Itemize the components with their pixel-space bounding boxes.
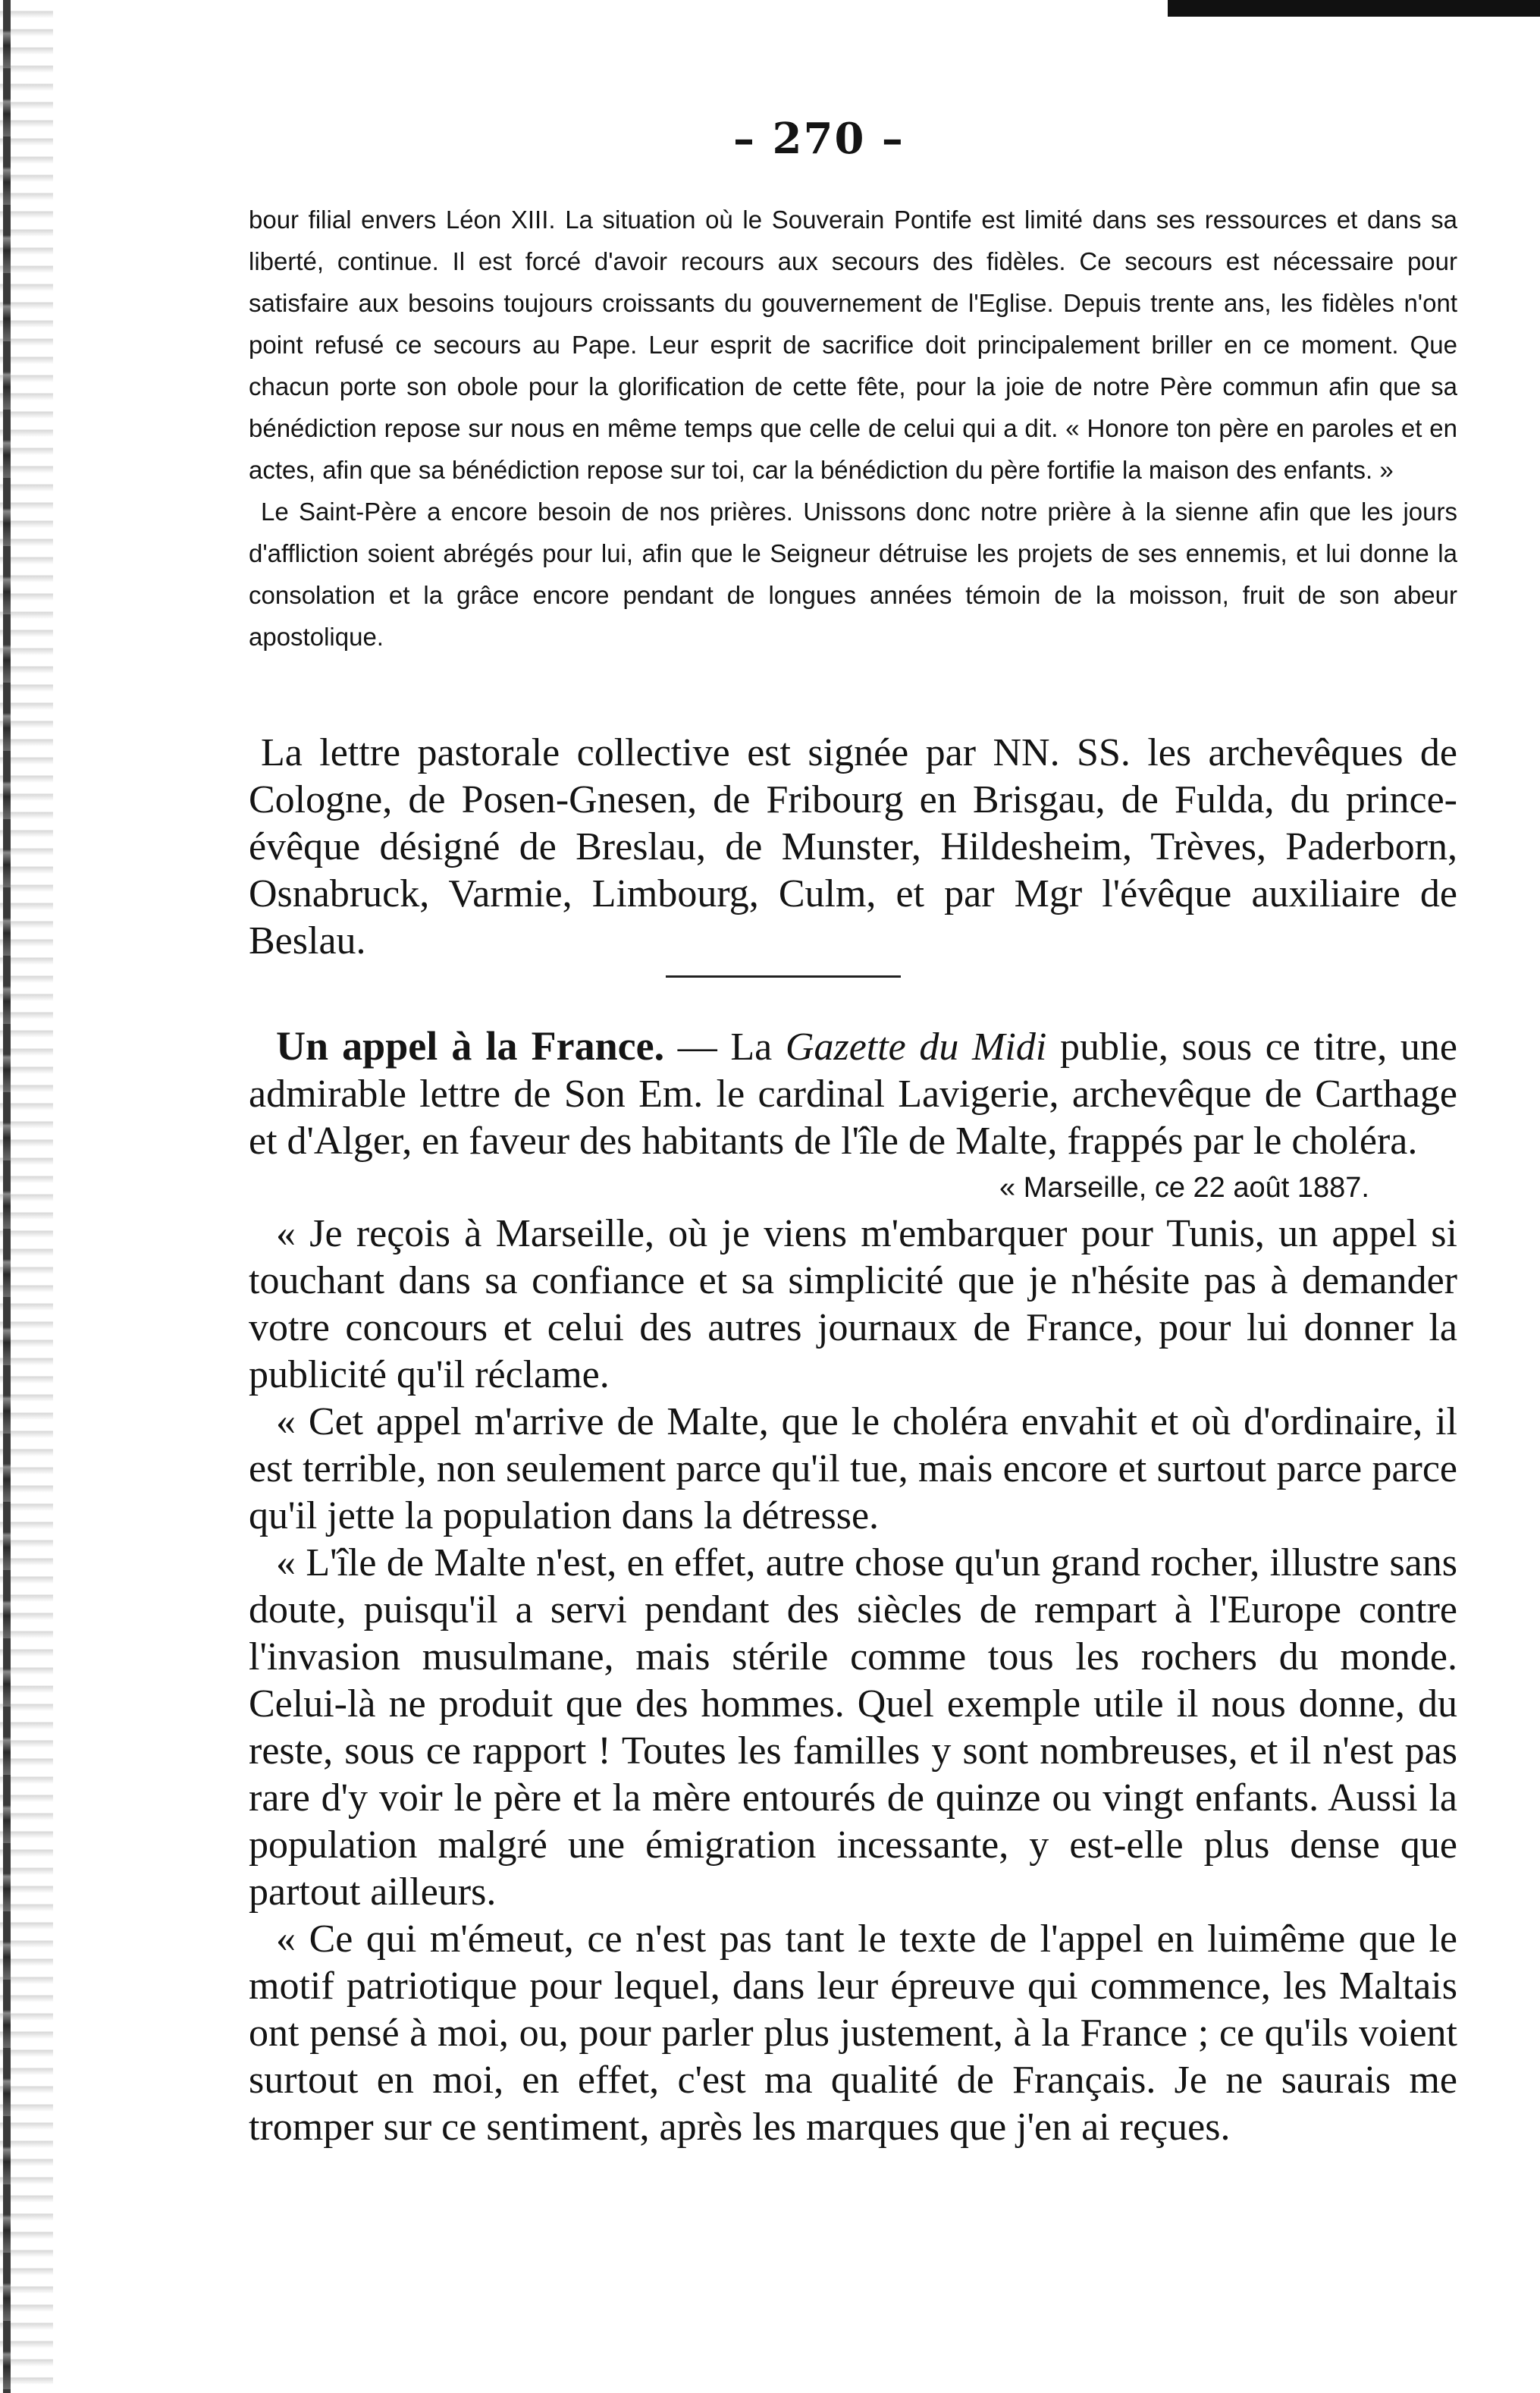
intro-after: publie, sous ce titre, une admirable lettre de Son Em. le cardinal Lavigerie, archevêque de Carthage et d'Alger, en faveur des habitants de l'île de Malte, frappés par le choléra. xyxy=(249,1025,1457,1163)
scan-binding-edge xyxy=(3,0,11,2393)
small-print-block xyxy=(249,199,1457,658)
article-heading: Un appel à la France. xyxy=(276,1023,665,1069)
appel-intro xyxy=(249,1022,1457,1165)
scan-top-edge-bar xyxy=(1168,0,1540,17)
appel-article xyxy=(249,1022,1457,2151)
letter-paragraph-4: « Ce qui m'émeut, ce n'est pas tant le texte de l'appel en luimême que le motif patriotique pour lequel, dans leur épreuve qui commence, les Maltais ont pensé à moi, ou, pour parler plus justement, à la France ; ce qu'ils voient surtout en moi, en effet, c'est ma qualité de Français. Je ne saurais me tromper sur ce sentiment, après les marques que j'en ai reçues. xyxy=(249,1917,1457,2149)
letter-paragraph-1: « Je reçois à Marseille, où je viens m'embarquer pour Tunis, un appel si touchant dans sa confiance et sa simplicité que je n'hésite pas à demander votre concours et celui des autres journaux de France, pour lui donner la publicité qu'il réclame. xyxy=(249,1212,1457,1396)
journal-name: Gazette du Midi xyxy=(785,1025,1047,1069)
intro-before: — La xyxy=(677,1025,773,1069)
letter-paragraph-3: « L'île de Malte n'est, en effet, autre chose qu'un grand rocher, illustre sans doute, puisqu'il a servi pendant des siècles de rempart à l'Europe contre l'invasion musulmane, mais stérile comme tous les rochers du monde. Celui-là ne produit que des hommes. Quel exemple utile il nous donne, du reste, sous ce rapport ! Toutes les familles y sont nombreuses, et il n'est pas rare d'y voir le père et la mère entourés de quinze ou vingt enfants. Aussi la population malgré une émigration incessante, y est-elle plus dense que partout ailleurs. xyxy=(249,1541,1457,1914)
section-separator xyxy=(666,975,901,978)
small-paragraph-2: Le Saint-Père a encore besoin de nos prières. Unissons donc notre prière à la sienne afin que les jours d'affliction soient abrégés pour lui, afin que le Seigneur détruise les projets de ses ennemis, et lui donne la consolation et la grâce encore pendant de longues années témoin de la moisson, fruit de son abeur apostolique. xyxy=(249,498,1457,651)
pastoral-letter-block xyxy=(249,730,1457,965)
small-paragraph-1: bour filial envers Léon XIII. La situation où le Souverain Pontife est limité dans ses ressources et dans sa liberté, continue. Il est forcé d'avoir recours aux secours des fidèles. Ce secours est nécessaire pour satisfaire aux besoins toujours croissants du gouvernement de l'Eglise. Depuis trente ans, les fidèles n'ont point refusé ce secours au Pape. Leur esprit de sacrifice doit principalement briller en ce moment. Que chacun porte son obole pour la glorification de cette fête, pour la joie de notre Père commun afin que sa bénédiction repose sur nous en même temps que celle de celui qui a dit. « Honore ton père en paroles et en actes, afin que sa bénédiction repose sur toi, car la bénédiction du père fortifie la maison des enfants. » xyxy=(249,206,1457,484)
letter-dateline: « Marseille, ce 22 août 1887. xyxy=(999,1172,1369,1204)
page-number: – 270 – xyxy=(733,114,905,164)
scan-left-margin xyxy=(0,0,53,2393)
letter-paragraph-2: « Cet appel m'arrive de Malte, que le choléra envahit et où d'ordinaire, il est terrible, non seulement parce qu'il tue, mais encore et surtout parce parce qu'il jette la population dans la détresse. xyxy=(249,1400,1457,1537)
pastoral-paragraph: La lettre pastorale collective est signée par NN. SS. les archevêques de Cologne, de Posen-Gnesen, de Fribourg en Brisgau, de Fulda, du prince-évêque désigné de Breslau, de Munster, Hildesheim, Trèves, Paderborn, Osnabruck, Varmie, Limbourg, Culm, et par Mgr l'évêque auxiliaire de Beslau. xyxy=(249,731,1457,963)
